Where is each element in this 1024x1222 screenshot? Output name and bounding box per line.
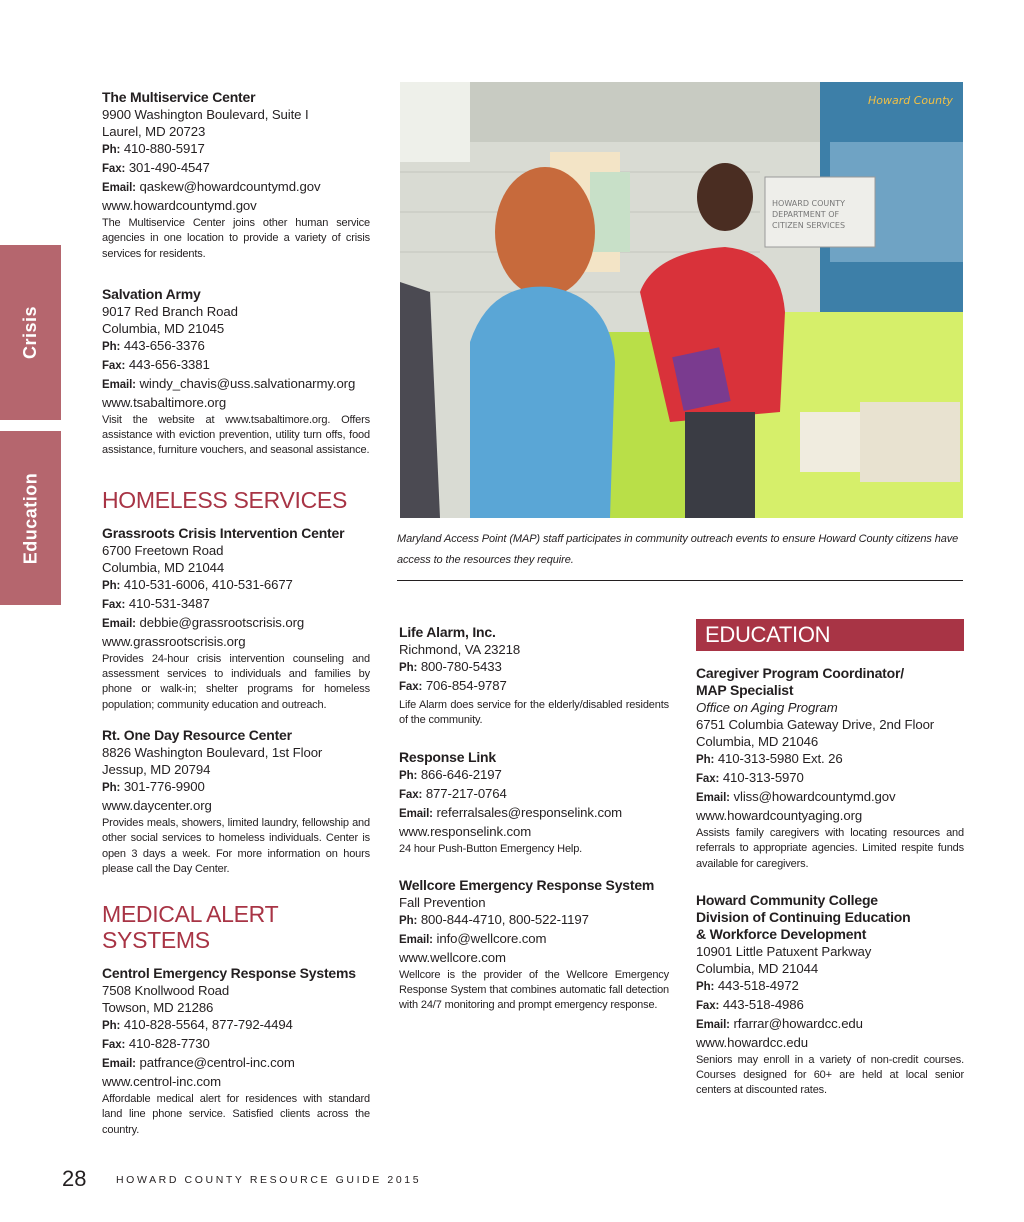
sign-line-3: CITIZEN SERVICES: [772, 221, 846, 230]
phone-line: Ph: 866-646-2197: [399, 766, 502, 782]
caption-divider: [397, 580, 963, 581]
entry-description: Visit the website at www.tsabaltimore.org. Offers assistance with eviction prevention, utility turn offs, food assistance, furniture vouchers, and seasonal assistance.: [102, 413, 370, 457]
city-line: Columbia, MD 21045: [102, 320, 225, 336]
entry-centrol: [102, 965, 370, 1138]
email-link[interactable]: vliss@howardcountymd.gov: [733, 789, 896, 804]
address-line: 10901 Little Patuxent Parkway: [696, 943, 872, 959]
city-line: Columbia, MD 21044: [696, 960, 819, 976]
entry-name: Life Alarm, Inc.: [399, 624, 496, 640]
side-tab-education: [0, 431, 61, 605]
outreach-event-photo: [400, 82, 963, 518]
city-line: Richmond, VA 23218: [399, 642, 521, 657]
email-link[interactable]: patfrance@centrol-inc.com: [139, 1055, 295, 1071]
photo-caption: Maryland Access Point (MAP) staff participates in community outreach events to ensure Howard County citizens have access to the resources they require.: [397, 533, 959, 566]
fax-line: Fax: 410-313-5970: [696, 770, 804, 785]
entry-life-alarm: [399, 624, 669, 729]
entry-description: Assists family caregivers with locating resources and referrals to appropriate agencies. Limited respite funds available for caregivers.: [696, 827, 964, 870]
entry-name-line-3: & Workforce Development: [696, 925, 867, 942]
website-link[interactable]: www.centrol-inc.com: [102, 1074, 222, 1090]
email-link[interactable]: referralsales@responselink.com: [436, 804, 623, 820]
email-link[interactable]: qaskew@howardcountymd.gov: [139, 179, 321, 194]
entry-wellcore: [399, 877, 669, 1014]
email-line: Email: vliss@howardcountymd.gov: [696, 789, 896, 804]
entry-response-link: [399, 749, 669, 857]
fax-line: Fax: 443-518-4986: [696, 996, 804, 1012]
fax-line: Fax: 410-531-3487: [102, 595, 210, 611]
email-line: Email: windy_chavis@uss.salvationarmy.org: [102, 375, 356, 391]
entry-name: Caregiver Program Coordinator/: [696, 665, 904, 681]
website-link[interactable]: www.daycenter.org: [102, 797, 212, 813]
email-link[interactable]: windy_chavis@uss.salvationarmy.org: [139, 375, 356, 391]
sign-line-1: HOWARD COUNTY: [772, 199, 846, 208]
phone-line: Ph: 443-518-4972: [696, 977, 799, 993]
side-tab-crisis: [0, 245, 61, 420]
right-column: [696, 619, 964, 1113]
email-link[interactable]: info@wellcore.com: [436, 930, 547, 946]
entry-name: Grassroots Crisis Intervention Center: [102, 524, 345, 541]
city-line: Laurel, MD 20723: [102, 124, 206, 139]
side-tab-crisis-label: Crisis: [20, 305, 40, 360]
photo-illustration: [400, 82, 963, 518]
entry-multiservice-center: [102, 89, 370, 262]
address-line: 6751 Columbia Gateway Drive, 2nd Floor: [696, 717, 935, 732]
entry-description: Provides meals, showers, limited laundry, fellowship and other social services to homeless individuals. Center is open 3 days a week. For more information on hours please call the Day Center.: [102, 816, 370, 875]
footer-publication-title: HOWARD COUNTY RESOURCE GUIDE 2015: [116, 1174, 422, 1186]
website-link[interactable]: www.grassrootscrisis.org: [102, 633, 246, 649]
entry-description: Provides 24-hour crisis intervention counseling and assessment services to individuals and families by phone or walk-in; shelter programs for homeless population; community education and outreach.: [102, 652, 370, 711]
website-link[interactable]: www.wellcore.com: [399, 949, 506, 965]
entry-name: Wellcore Emergency Response System: [399, 876, 655, 893]
left-column: [102, 89, 370, 1152]
website-link[interactable]: www.howardcc.edu: [696, 1034, 809, 1050]
address-line: 7508 Knollwood Road: [102, 983, 230, 999]
section-title-homeless-services: HOMELESS SERVICES: [102, 486, 348, 513]
fax-line: Fax: 410-828-7730: [102, 1036, 210, 1052]
website-link[interactable]: www.tsabaltimore.org: [102, 394, 227, 410]
entry-howard-community-college: [696, 892, 964, 1099]
fax-line: Fax: 443-656-3381: [102, 356, 210, 372]
entry-description: Life Alarm does service for the elderly/disabled residents of the community.: [399, 699, 669, 727]
phone-line: Ph: 301-776-9900: [102, 778, 205, 794]
address-line: 9017 Red Branch Road: [102, 303, 238, 319]
entry-name: Howard Community College: [696, 891, 878, 908]
website-link[interactable]: www.howardcountymd.gov: [102, 198, 257, 213]
email-line: Email: patfrance@centrol-inc.com: [102, 1055, 295, 1071]
entry-name: Salvation Army: [102, 285, 201, 302]
address-line: 6700 Freetown Road: [102, 542, 224, 558]
email-line: Email: debbie@grassrootscrisis.org: [102, 614, 305, 630]
entry-name: Centrol Emergency Response Systems: [102, 965, 356, 982]
phone-line: Ph: 410-880-5917: [102, 141, 205, 156]
page-number: 28: [62, 1166, 87, 1191]
side-tab-education-label: Education: [20, 472, 41, 564]
entry-description: Affordable medical alert for residences with standard land line phone service. Satisfied clients across the country.: [102, 1093, 370, 1136]
entry-name: Rt. One Day Resource Center: [102, 726, 292, 743]
banner-title: Howard County: [868, 94, 953, 107]
entry-description: Seniors may enroll in a variety of non-credit courses. Courses designed for 60+ are held at local senior centers at discounted rates.: [696, 1053, 964, 1097]
sign-line-2: DEPARTMENT OF: [772, 210, 840, 219]
email-line: Email: info@wellcore.com: [399, 930, 547, 946]
fax-line: Fax: 706-854-9787: [399, 678, 507, 693]
fax-line: Fax: 301-490-4547: [102, 160, 210, 175]
section-title-education: EDUCATION: [696, 619, 964, 651]
entry-salvation-army: [102, 286, 370, 459]
phone-line: Ph: 443-656-3376: [102, 337, 205, 353]
phone-line: Ph: 410-531-6006, 410-531-6677: [102, 576, 293, 592]
phone-line: Ph: 800-844-4710, 800-522-1197: [399, 911, 589, 927]
middle-column: [399, 624, 669, 1028]
entry-rt-one-day-resource-center: [102, 727, 370, 877]
entry-description: 24 hour Push-Button Emergency Help.: [399, 842, 583, 855]
fax-line: Fax: 877-217-0764: [399, 785, 507, 801]
subtitle-line: Fall Prevention: [399, 894, 486, 910]
entry-name: Response Link: [399, 748, 496, 765]
email-line: Email: rfarrar@howardcc.edu: [696, 1015, 863, 1031]
phone-line: Ph: 410-828-5564, 877-792-4494: [102, 1017, 293, 1033]
address-line: 9900 Washington Boulevard, Suite I: [102, 107, 309, 122]
website-link[interactable]: www.howardcountyaging.org: [696, 808, 863, 823]
entry-name: The Multiservice Center: [102, 89, 256, 105]
email-link[interactable]: debbie@grassrootscrisis.org: [139, 614, 305, 630]
entry-description: The Multiservice Center joins other human service agencies in one location to provide a variety of crisis services for residents.: [102, 217, 370, 260]
phone-line: Ph: 410-313-5980 Ext. 26: [696, 751, 843, 766]
city-line: Columbia, MD 21044: [102, 559, 225, 575]
email-line: Email: qaskew@howardcountymd.gov: [102, 179, 321, 194]
city-line: Jessup, MD 20794: [102, 761, 211, 777]
entry-caregiver-program: [696, 665, 964, 872]
address-line: 8826 Washington Boulevard, 1st Floor: [102, 744, 323, 760]
entry-name-line-2: Division of Continuing Education: [696, 908, 911, 925]
email-link[interactable]: rfarrar@howardcc.edu: [733, 1015, 863, 1031]
email-line: Email: referralsales@responselink.com: [399, 804, 623, 820]
website-link[interactable]: www.responselink.com: [399, 823, 532, 839]
entry-name-line-2: MAP Specialist: [696, 682, 794, 698]
city-line: Columbia, MD 21046: [696, 734, 819, 749]
section-title-medical-alert-systems: MEDICAL ALERT SYSTEMS: [102, 901, 278, 954]
entry-grassroots: [102, 525, 370, 713]
entry-description: Wellcore is the provider of the Wellcore Emergency Response System that combines automatic fall detection with 24/7 monitoring and prompt emergency response.: [399, 968, 669, 1012]
phone-line: Ph: 800-780-5433: [399, 659, 502, 674]
office-line: Office on Aging Program: [696, 700, 838, 715]
city-line: Towson, MD 21286: [102, 1000, 214, 1016]
